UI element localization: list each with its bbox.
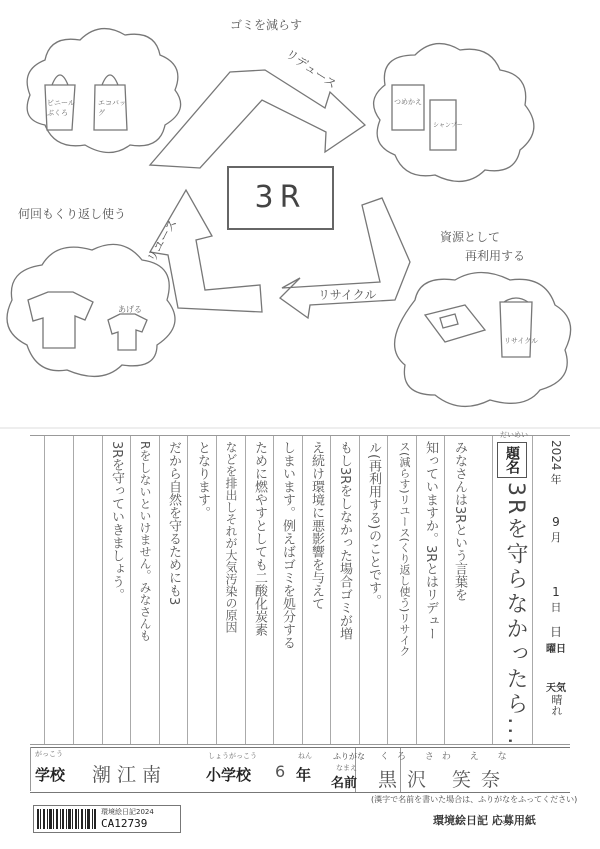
barcode-box [33, 805, 181, 833]
cloud-bottom-right [395, 273, 571, 407]
arrow-reduce-label: リデュース [283, 46, 340, 92]
month-value: 9 [552, 514, 560, 529]
month-unit: 月 [550, 530, 562, 544]
year-unit: 年 [550, 472, 562, 486]
essay-column-4: ル(再利用する)のことです。 [366, 441, 381, 608]
essay-column-11: だから自然を守るためにも3 [166, 441, 181, 606]
diary-label: 環境絵日記2024 [101, 808, 154, 816]
essay-column-9: などを排出しそれが大気汚染の原因 [224, 441, 238, 633]
plastic-bag-label: ビニールぶくろ [47, 99, 75, 117]
kids-shirt-icon [108, 314, 147, 350]
shampoo-label: シャンプー [433, 122, 463, 129]
paper-stack-icon [425, 305, 485, 342]
essay-column-12: Rをしないといけません。みなさんも [138, 441, 152, 642]
school-name-value: 潮江南 [92, 764, 168, 786]
weekday-unit: 曜日 [546, 643, 566, 655]
bin-label: リサイクル [504, 337, 539, 345]
grade-label: 年 [296, 766, 312, 784]
title-label-box [497, 442, 527, 478]
school-label: 学校 [35, 766, 66, 784]
elementary-ruby: しょうがっこう [208, 752, 257, 760]
year-value: 2024 [549, 440, 563, 471]
recycle-bin-icon [500, 298, 532, 357]
weather-label: 天気 [546, 682, 566, 694]
furigana-label: ふりがな [333, 752, 365, 761]
essay-column-10: となります。 [195, 441, 210, 519]
essay-title: 3Rを守らなかったら... [503, 482, 528, 748]
cloud-top-left [27, 29, 180, 153]
name-ruby: なまえ [336, 764, 357, 772]
grade-value: 6 [275, 762, 286, 781]
center-3r-label: 3R [254, 180, 307, 215]
essay-column-8: ために燃やすとしても二酸化炭素 [252, 441, 267, 636]
shirt-icon [28, 292, 93, 348]
cloud-top-right [374, 44, 534, 182]
refill-label: つめかえ [394, 98, 422, 106]
elementary-label: 小学校 [206, 766, 252, 784]
caption-reduce-garbage: ゴミを減らす [230, 18, 303, 32]
essay-column-1: みなさんは3Rという言葉を [452, 441, 467, 602]
weekday-value: 日 [549, 624, 562, 639]
essay-column-7: しまいます。例えばゴミを処分する [280, 441, 295, 649]
caption-recycle-line2: 再利用する [465, 249, 526, 263]
caption-reuse: 何回もくり返し使う [18, 207, 127, 221]
essay-column-13: 3Rを守っていきましょう。 [109, 441, 124, 602]
arrow-reuse-label: リユース [144, 216, 180, 265]
refill-pack-icon [392, 85, 424, 130]
essay-column-3: ス(減らす)リユース(くり返し使う)リサイク [398, 441, 411, 657]
title-label: 題名 [504, 446, 520, 474]
essay-column-6: え続け環境に悪影響を与えて [309, 441, 324, 610]
eco-bag-label: エコバッグ [98, 99, 126, 117]
arrow-recycle-label: リサイクル [318, 288, 377, 302]
name-furigana-value: くろ さわ え な [380, 752, 515, 762]
form-name: 環境絵日記 応募用紙 [433, 814, 536, 827]
name-label: 名前 [331, 776, 358, 791]
caption-recycle-line1: 資源として [440, 230, 501, 244]
barcode-icon [37, 809, 97, 829]
essay-column-2: 知っていますか。3Rとはリデュー [423, 441, 438, 641]
school-ruby: がっこう [35, 750, 63, 758]
date-column [545, 440, 567, 716]
name-value: 黒沢 笑奈 [378, 769, 511, 791]
essay-body [60, 441, 480, 741]
give-label: あげる [118, 305, 142, 314]
grade-ruby: ねん [298, 752, 312, 760]
furigana-note: (漢字で名前を書いた場合は、ふりがなをふってください) [371, 795, 578, 804]
essay-column-5: もし3Rをしなかった場合ゴミが増 [337, 441, 352, 641]
day-unit: 日 [550, 600, 562, 614]
weather-value: 晴れ [550, 693, 563, 716]
center-3r-box [227, 166, 334, 230]
title-ruby: だいめい [500, 431, 528, 439]
entry-code: CA12739 [101, 817, 148, 830]
cloud-bottom-left [7, 244, 175, 376]
day-value: 1 [552, 584, 560, 599]
